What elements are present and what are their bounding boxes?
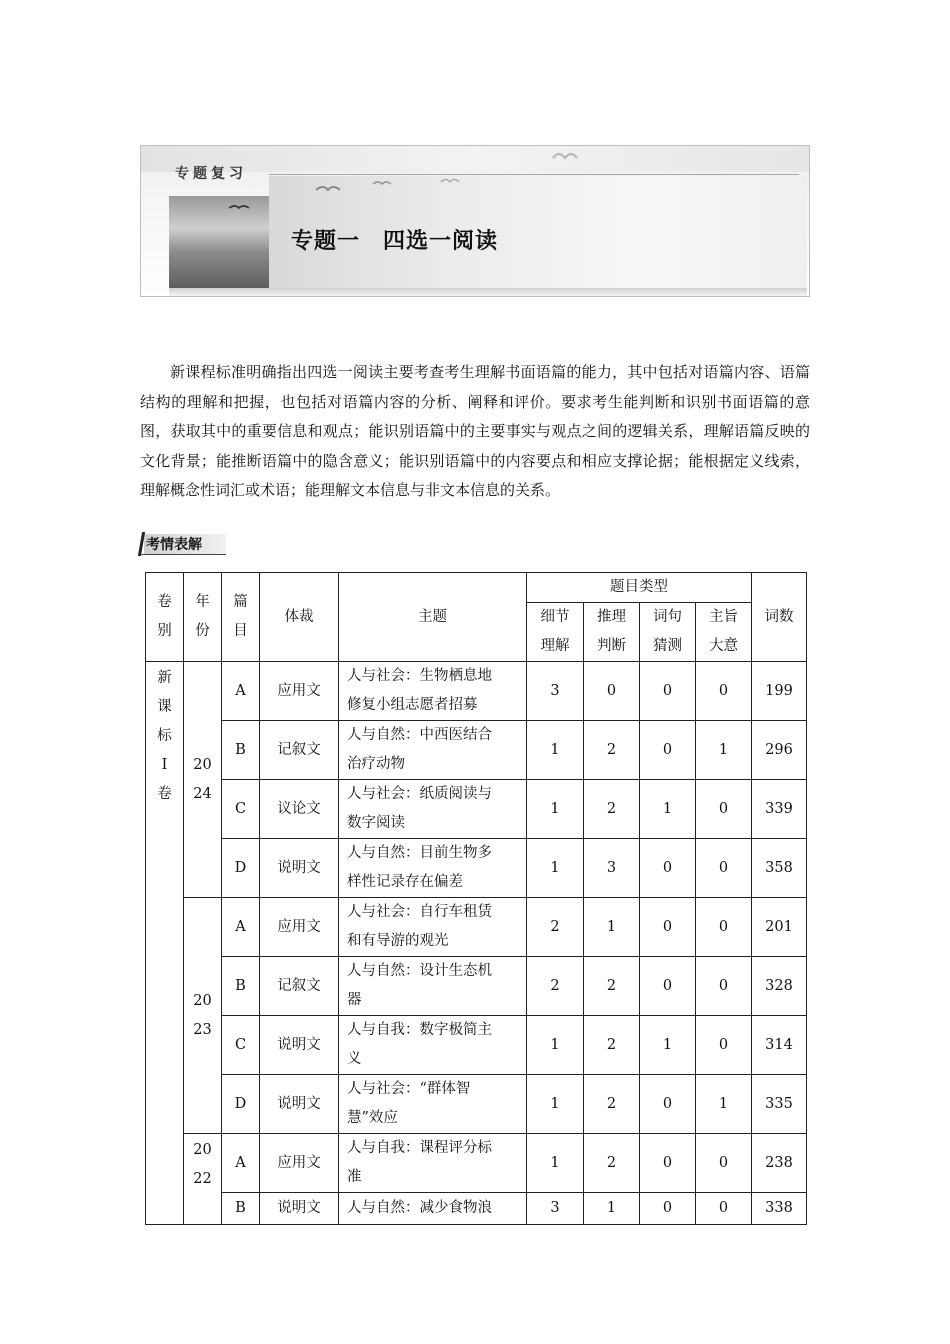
header-inference: 推理 判断 (584, 603, 640, 662)
detail-cell: 1 (527, 721, 584, 780)
passage-cell: A (222, 898, 260, 957)
passage-cell: B (222, 1193, 260, 1225)
word-guess-cell: 1 (640, 780, 696, 839)
theme-cell: 人与自然：目前生物多 样性记录存在偏差 (339, 839, 527, 898)
genre-cell: 说明文 (260, 1016, 339, 1075)
section-heading-underline (140, 554, 226, 555)
inference-cell: 2 (584, 1134, 640, 1193)
section-heading (140, 532, 226, 556)
word-guess-cell: 0 (640, 957, 696, 1016)
passage-cell: D (222, 839, 260, 898)
detail-cell: 1 (527, 780, 584, 839)
theme-cell: 人与自我：课程评分标 准 (339, 1134, 527, 1193)
word-count-cell: 296 (752, 721, 807, 780)
main-idea-cell: 0 (696, 898, 752, 957)
table-row (146, 839, 807, 898)
detail-cell: 1 (527, 1016, 584, 1075)
word-count-cell: 358 (752, 839, 807, 898)
table-row (146, 1193, 807, 1225)
passage-cell: A (222, 662, 260, 721)
word-count-cell: 201 (752, 898, 807, 957)
table-row (146, 1016, 807, 1075)
main-idea-cell: 0 (696, 1134, 752, 1193)
word-guess-cell: 1 (640, 1016, 696, 1075)
passage-cell: B (222, 957, 260, 1016)
main-idea-cell: 0 (696, 1193, 752, 1225)
detail-cell: 1 (527, 1134, 584, 1193)
year-cell: 20 24 (184, 662, 222, 898)
inference-cell: 3 (584, 839, 640, 898)
genre-cell: 说明文 (260, 1075, 339, 1134)
table-header-row (146, 573, 807, 603)
main-idea-cell: 1 (696, 721, 752, 780)
word-count-cell: 328 (752, 957, 807, 1016)
genre-cell: 议论文 (260, 780, 339, 839)
word-guess-cell: 0 (640, 839, 696, 898)
header-juan: 卷 别 (146, 573, 184, 662)
header-genre: 体裁 (260, 573, 339, 662)
banner-title: 专题一 四选一阅读 (291, 229, 499, 254)
inference-cell: 2 (584, 721, 640, 780)
detail-cell: 2 (527, 898, 584, 957)
header-word-guess: 词句 猜测 (640, 603, 696, 662)
table-row (146, 780, 807, 839)
word-guess-cell: 0 (640, 662, 696, 721)
inference-cell: 2 (584, 1016, 640, 1075)
genre-cell: 说明文 (260, 1193, 339, 1225)
word-guess-cell: 0 (640, 721, 696, 780)
genre-cell: 应用文 (260, 898, 339, 957)
inference-cell: 0 (584, 662, 640, 721)
word-count-cell: 338 (752, 1193, 807, 1225)
detail-cell: 3 (527, 662, 584, 721)
table-row (146, 1134, 807, 1193)
table-row (146, 721, 807, 780)
table-row (146, 662, 807, 721)
theme-cell: 人与社会：生物栖息地 修复小组志愿者招募 (339, 662, 527, 721)
header-question-types: 题目类型 (527, 573, 752, 603)
detail-cell: 3 (527, 1193, 584, 1225)
passage-cell: C (222, 780, 260, 839)
genre-cell: 记叙文 (260, 957, 339, 1016)
header-passage: 篇 目 (222, 573, 260, 662)
detail-cell: 1 (527, 1075, 584, 1134)
genre-cell: 应用文 (260, 1134, 339, 1193)
table-row (146, 898, 807, 957)
word-count-cell: 238 (752, 1134, 807, 1193)
year-cell: 20 23 (184, 898, 222, 1134)
word-guess-cell: 0 (640, 898, 696, 957)
passage-cell: D (222, 1075, 260, 1134)
intro-paragraph: 新课程标准明确指出四选一阅读主要考查考生理解书面语篇的能力，其中包括对语篇内容、语篇结构的理解和把握，也包括对语篇内容的分析、阐释和评价。要求考生能判断和识别书面语篇的意图，获取其中的重要信息和观点；能识别语篇中的主要事实与观点之间的逻辑关系，理解语篇反映的文化背景；能推断语篇中的隐含意义；能识别语篇中的内容要点和相应支撑论据；能根据定义线索，理解概念性词汇或术语；能理解文本信息与非文本信息的关系。 (140, 363, 810, 499)
passage-cell: C (222, 1016, 260, 1075)
word-guess-cell: 0 (640, 1193, 696, 1225)
word-guess-cell: 0 (640, 1134, 696, 1193)
word-count-cell: 199 (752, 662, 807, 721)
genre-cell: 说明文 (260, 839, 339, 898)
inference-cell: 1 (584, 1193, 640, 1225)
main-idea-cell: 1 (696, 1075, 752, 1134)
section-heading-text: 考情表解 (146, 537, 202, 553)
banner-label: 专题复习 (175, 166, 247, 182)
theme-cell: 人与社会：“群体智 慧”效应 (339, 1075, 527, 1134)
word-guess-cell: 0 (640, 1075, 696, 1134)
inference-cell: 2 (584, 957, 640, 1016)
year-cell: 20 22 (184, 1134, 222, 1225)
main-idea-cell: 0 (696, 780, 752, 839)
word-count-cell: 314 (752, 1016, 807, 1075)
theme-cell: 人与社会：自行车租赁 和有导游的观光 (339, 898, 527, 957)
header-year: 年 份 (184, 573, 222, 662)
main-idea-cell: 0 (696, 1016, 752, 1075)
theme-cell: 人与自我：数字极简主 义 (339, 1016, 527, 1075)
passage-cell: A (222, 1134, 260, 1193)
exam-analysis-table (145, 572, 807, 1225)
theme-cell: 人与自然：设计生态机 器 (339, 957, 527, 1016)
header-word-count: 词数 (752, 573, 807, 662)
detail-cell: 2 (527, 957, 584, 1016)
paper-cell: 新 课 标 Ⅰ 卷 (146, 662, 184, 1225)
main-idea-cell: 0 (696, 957, 752, 1016)
banner-shadow (169, 288, 807, 296)
theme-cell: 人与社会：纸质阅读与 数字阅读 (339, 780, 527, 839)
genre-cell: 记叙文 (260, 721, 339, 780)
table-row (146, 957, 807, 1016)
main-idea-cell: 0 (696, 662, 752, 721)
header-main-idea: 主旨 大意 (696, 603, 752, 662)
theme-cell: 人与自然：减少食物浪 (339, 1193, 527, 1225)
inference-cell: 2 (584, 1075, 640, 1134)
genre-cell: 应用文 (260, 662, 339, 721)
header-theme: 主题 (339, 573, 527, 662)
inference-cell: 1 (584, 898, 640, 957)
word-count-cell: 335 (752, 1075, 807, 1134)
theme-cell: 人与自然：中西医结合 治疗动物 (339, 721, 527, 780)
table-row (146, 1075, 807, 1134)
word-count-cell: 339 (752, 780, 807, 839)
detail-cell: 1 (527, 839, 584, 898)
chapter-banner (140, 145, 810, 297)
passage-cell: B (222, 721, 260, 780)
header-detail: 细节 理解 (527, 603, 584, 662)
inference-cell: 2 (584, 780, 640, 839)
main-idea-cell: 0 (696, 839, 752, 898)
